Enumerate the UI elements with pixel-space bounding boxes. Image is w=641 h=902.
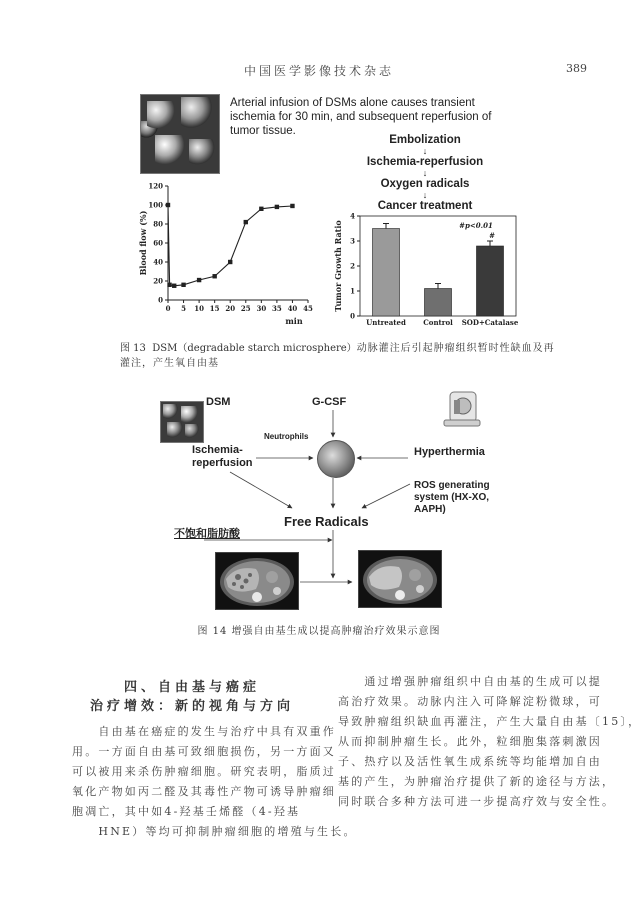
y-tick-label: 20 xyxy=(153,276,163,286)
y-tick-label: 1 xyxy=(350,286,355,296)
right-line: 高治疗效果。动脉内注入可降解淀粉微球，可 xyxy=(338,695,602,708)
x-tick-label: 35 xyxy=(272,304,282,313)
y-axis-label: Blood flow (%) xyxy=(138,210,148,276)
fig14-label-pufa: 不饱和脂肪酸 xyxy=(174,527,240,540)
x-tick-label: 40 xyxy=(287,304,298,313)
left-line: 胞凋亡，其中如4-羟基壬烯醛（4-羟基 xyxy=(72,805,301,818)
significance-mark: # xyxy=(489,231,495,240)
journal-title: 中国医学影像技术杂志 xyxy=(243,64,394,78)
fig13-caption-cn: 动脉灌注后引起肿瘤组织暂时性缺血及再灌注，产生氧自由基 xyxy=(120,343,555,369)
x-tick-label: 0 xyxy=(165,304,171,313)
down-arrow-icon: ↓ xyxy=(422,190,428,200)
fig14-label-gcsf: G-CSF xyxy=(312,396,347,408)
down-arrow-icon: ↓ xyxy=(422,168,428,178)
y-tick-label: 2 xyxy=(350,261,355,271)
ct-scan-before xyxy=(215,552,299,610)
y-axis-label: Tumor Growth Ratio xyxy=(333,220,343,312)
category-label: SOD+Catalase xyxy=(461,318,519,327)
ct-scan-after xyxy=(358,550,442,608)
x-tick-label: 25 xyxy=(240,304,251,313)
down-arrow-icon: ↓ xyxy=(422,146,428,156)
fig14-label-dsm: DSM xyxy=(206,396,231,408)
y-tick-label: 3 xyxy=(350,236,355,246)
right-line: 导致肿瘤组织缺血再灌注，产生大量自由基〔15〕， xyxy=(338,715,641,728)
section-heading-1: 四、自由基与癌症 xyxy=(123,680,260,695)
fig14-label-hyperthermia: Hyperthermia xyxy=(414,446,485,458)
right-line: 通过增强肿瘤组织中自由基的生成可以提 xyxy=(338,675,602,688)
fig14-label-ischemia: Ischemia- reperfusion xyxy=(192,444,253,469)
y-tick-label: 0 xyxy=(350,311,355,321)
section-heading-2: 治疗增效：新的视角与方向 xyxy=(89,699,294,714)
y-tick-label: 100 xyxy=(148,200,163,210)
right-line: 同时联合多种方法可进一步提高疗效与安全性。 xyxy=(338,795,616,808)
x-tick-label: 30 xyxy=(256,304,267,313)
y-tick-label: 0 xyxy=(158,295,163,305)
category-label: Control xyxy=(423,318,453,327)
arrow-ischemia-radicals xyxy=(230,472,292,508)
left-line: 自由基在癌症的发生与治疗中具有双重作 xyxy=(72,725,336,738)
left-line: 氧化产物如丙二醛及其毒性产物可诱导肿瘤细 xyxy=(72,785,336,798)
fig14-caption: 图 14 增强自由基生成以提高肿瘤治疗效果示意图 xyxy=(197,626,441,637)
category-label: Untreated xyxy=(366,318,406,327)
x-tick-label: 20 xyxy=(225,304,236,313)
right-line: 从而抑制肿瘤生长。此外，粒细胞集落刺激因 xyxy=(338,735,602,748)
left-paragraph xyxy=(72,722,357,842)
y-tick-label: 40 xyxy=(153,257,163,267)
y-tick-label: 80 xyxy=(153,219,163,229)
right-line: 子、热疗以及活性氧生成系统等均能增加自由 xyxy=(338,755,602,768)
fig13-caption-en: DSM（degradable starch microsphere） xyxy=(152,343,357,354)
y-tick-label: 4 xyxy=(350,211,355,221)
left-line: HNE）等均可抑制肿瘤细胞的增殖与生长。 xyxy=(72,825,357,838)
right-line: 基的产生，为肿瘤治疗提供了新的途径与方法， xyxy=(338,775,616,788)
x-tick-label: 10 xyxy=(194,304,204,313)
x-tick-label: 45 xyxy=(303,304,313,313)
significance-note: #p<0.01 xyxy=(459,221,493,230)
flow-step-embolization: Embolization xyxy=(389,134,461,146)
arrow-ros-radicals xyxy=(362,484,410,508)
left-line: 用。一方面自由基可致细胞损伤，另一方面又 xyxy=(72,745,336,758)
page-number: 389 xyxy=(566,62,587,75)
fig13-caption-prefix: 图 13 xyxy=(120,343,146,354)
flow-step-ischemia: Ischemia-reperfusion xyxy=(366,156,484,168)
x-axis-label: min xyxy=(285,316,303,326)
fig14-label-free-radicals: Free Radicals xyxy=(284,514,369,529)
right-paragraph xyxy=(338,672,641,812)
fig14-label-ros: ROS generating system (HX-XO, AAPH) xyxy=(414,480,490,515)
left-column xyxy=(72,678,357,842)
y-tick-label: 60 xyxy=(153,238,163,248)
x-tick-label: 5 xyxy=(181,304,186,313)
left-line: 可以被用来杀伤肿瘤细胞。研究表明，脂质过 xyxy=(72,765,336,778)
right-column xyxy=(338,672,641,812)
y-tick-label: 120 xyxy=(148,181,163,191)
x-tick-label: 15 xyxy=(209,304,220,313)
fig13-description: Arterial infusion of DSMs alone causes transient ischemia for 30 min, and subsequent reperfusion of tumor tissue. xyxy=(230,97,492,137)
fig14-label-neutrophils: Neutrophils xyxy=(264,432,309,441)
flow-step-radicals: Oxygen radicals xyxy=(380,178,470,190)
flow-step-treatment: Cancer treatment xyxy=(377,200,473,212)
